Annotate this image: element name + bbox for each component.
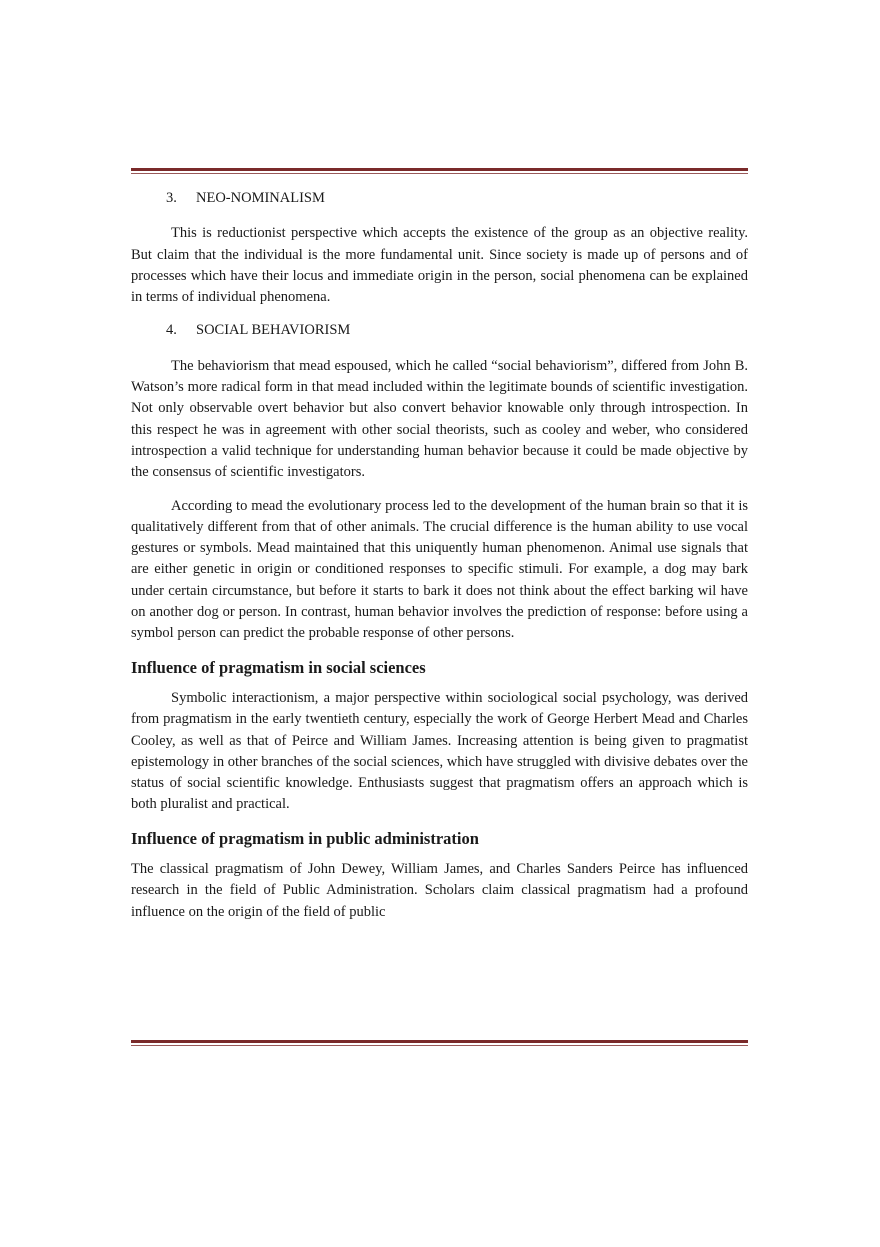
document-body	[131, 188, 748, 935]
section-3-paragraph: This is reductionist perspective which accepts the existence of the group as an objective reality. But claim that the individual is the more fundamental unit. Since society is made up of persons and of processes which have their locus and immediate origin in the person, social phenomena can be explained in terms of individual phenomena.	[131, 225, 748, 306]
section-3-title: NEO-NOMINALISM	[196, 190, 325, 206]
social-sciences-heading: Influence of pragmatism in social sciences	[131, 657, 426, 677]
top-divider	[131, 168, 748, 174]
section-4-title: SOCIAL BEHAVIORISM	[196, 322, 351, 339]
section-4-paragraph-1: The behaviorism that mead espoused, which he called “social behaviorism”, differed from John B. Watson’s more radical form in that mead included within the legitimate bounds of scientific investigation. Not only observable overt behavior but also convert behavior knowable only through introspection. In this respect he was in agreement with other social theorists, such as cooley and weber, who considered introspection a valid technique for understanding human behavior because it could be made objective by the consensus of scientific investigators.	[131, 357, 748, 481]
section-3-heading	[131, 188, 748, 209]
section-4-paragraph-2: According to mead the evolutionary process led to the development of the human brain so that it is qualitatively different from that of other animals. The crucial difference is the human ability to use vocal gestures or symbols. Mead maintained that this uniquently human phenomenon. Animal use signals that are either genetic in origin or conditioned responses to specific stimuli. For example, a dog may bark under certain circumstance, but before it starts to bark it does not think about the effect barking wil have on another dog or person. In contrast, human behavior involves the prediction of response: before using a symbol person can predict the probable response of other persons.	[131, 497, 748, 642]
public-admin-heading: Influence of pragmatism in public administration	[131, 828, 479, 848]
section-4-heading	[131, 320, 748, 341]
public-admin-paragraph: The classical pragmatism of John Dewey, William James, and Charles Sanders Peirce has influenced research in the field of Public Administration. Scholars claim classical pragmatism had a profound influence on the origin of the field of public	[131, 861, 748, 920]
bottom-divider	[131, 1040, 748, 1046]
social-sciences-paragraph: Symbolic interactionism, a major perspective within sociological social psychology, was derived from pragmatism in the early twentieth century, especially the work of George Herbert Mead and Charles Cooley, as well as that of Peirce and William James. Increasing attention is being given to pragmatist epistemology in other branches of the social sciences, which have struggled with divisive debates over the status of social scientific knowledge. Enthusiasts suggest that pragmatism offers an approach which is both pluralist and practical.	[131, 689, 748, 813]
section-3-number: 3.	[166, 190, 177, 206]
section-4-number: 4.	[166, 322, 177, 339]
